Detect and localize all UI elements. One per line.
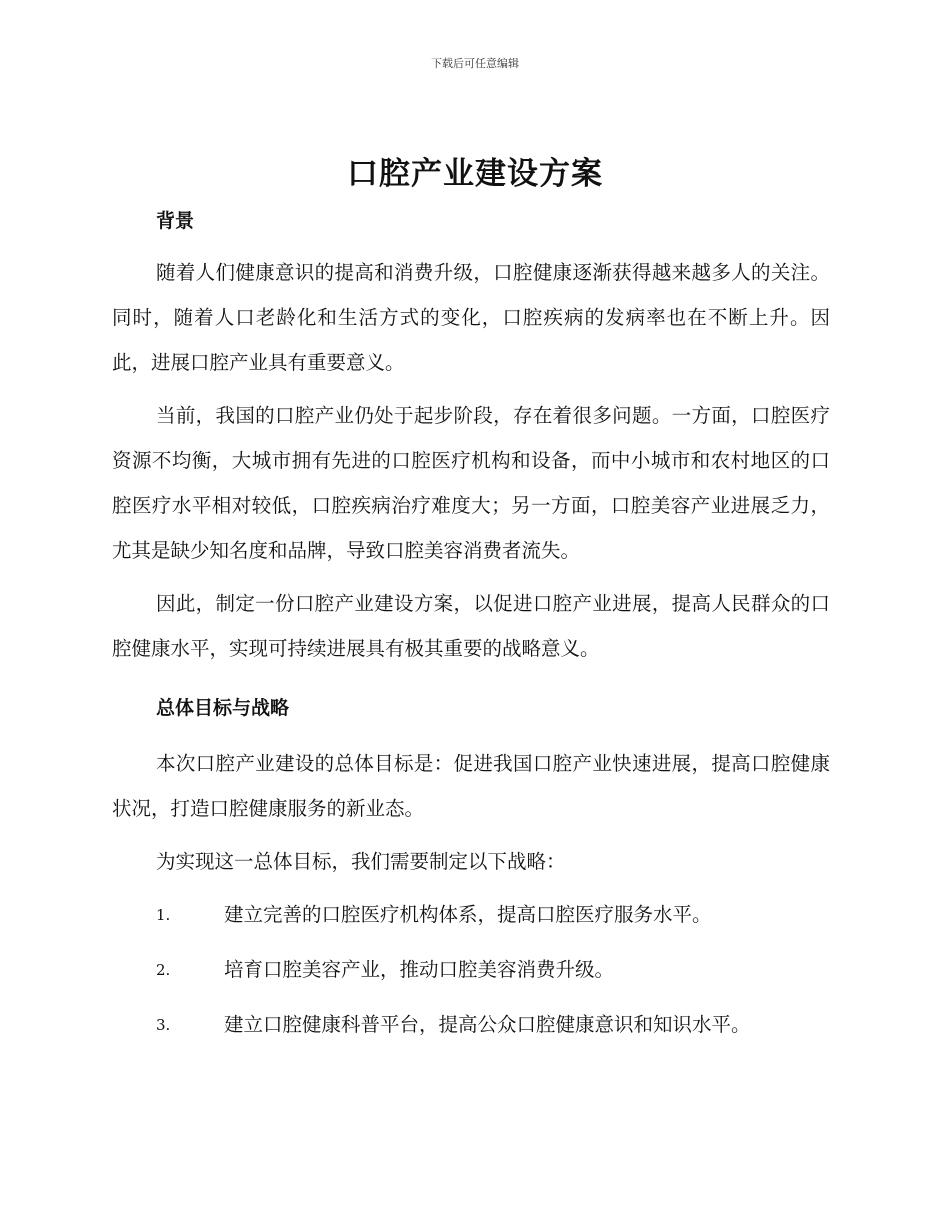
header-note: 下载后可任意编辑	[431, 57, 519, 70]
list-item-text: 建立完善的口腔医疗机构体系，提高口腔医疗服务水平。	[224, 903, 712, 926]
list-item-number: 2.	[156, 961, 171, 979]
list-item	[112, 942, 830, 997]
section-heading-background: 背景	[156, 210, 195, 232]
paragraph: 本次口腔产业建设的总体目标是：促进我国口腔产业快速进展，提高口腔健康状况，打造口腔健康服务的新业态。	[112, 752, 830, 820]
section-heading-goals: 总体目标与战略	[156, 697, 290, 719]
list-item-number: 1.	[156, 906, 171, 924]
paragraph: 因此，制定一份口腔产业建设方案，以促进口腔产业进展，提高人民群众的口腔健康水平，实现可持续进展具有极其重要的战略意义。	[112, 592, 830, 660]
document-body	[112, 206, 830, 1052]
paragraph: 当前，我国的口腔产业仍处于起步阶段，存在着很多问题。一方面，口腔医疗资源不均衡，大城市拥有先进的口腔医疗机构和设备，而中小城市和农村地区的口腔医疗水平相对较低，口腔疾病治疗难度大；另一方面，口腔美容产业进展乏力，尤其是缺少知名度和品牌，导致口腔美容消费者流失。	[112, 404, 830, 562]
strategy-list	[112, 887, 830, 1052]
document-title: 口腔产业建设方案	[347, 156, 603, 192]
paragraph: 为实现这一总体目标，我们需要制定以下战略：	[156, 850, 566, 873]
paragraph: 随着人们健康意识的提高和消费升级，口腔健康逐渐获得越来越多人的关注。同时，随着人口老龄化和生活方式的变化，口腔疾病的发病率也在不断上升。因此，进展口腔产业具有重要意义。	[112, 261, 830, 374]
list-item-text: 建立口腔健康科普平台，提高公众口腔健康意识和知识水平。	[224, 1013, 751, 1036]
list-item-text: 培育口腔美容产业，推动口腔美容消费升级。	[224, 958, 615, 981]
list-item-number: 3.	[156, 1016, 171, 1034]
list-item	[112, 997, 830, 1052]
list-item	[112, 887, 830, 942]
